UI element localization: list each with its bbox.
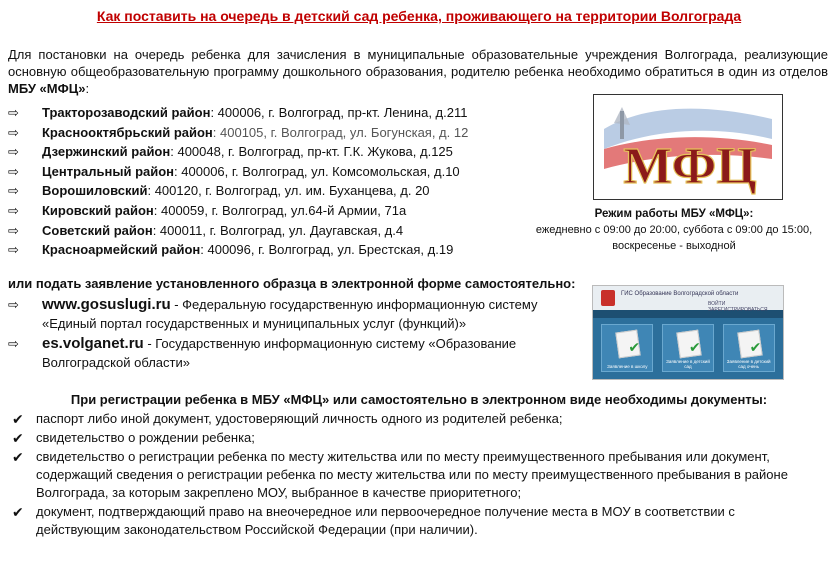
arrow-icon: ⇨ (8, 242, 19, 258)
district-address: : 400048, г. Волгоград, пр-кт. Г.К. Жукова, д.125 (170, 144, 453, 160)
portal-card-caption: Заявление в детский сад очень (726, 359, 771, 369)
district-name: Кировский район (42, 202, 154, 218)
arrow-icon: ⇨ (8, 202, 19, 218)
mfc-logo-text: МФЦ (623, 138, 757, 195)
volganet-link[interactable]: es.volganet.ru (42, 335, 144, 352)
district-name: Советский район (42, 222, 153, 238)
district-name: Центральный район (42, 163, 175, 179)
checkmark-icon: ✔ (12, 504, 24, 520)
mfc-logo-graphic (594, 95, 782, 199)
schedule-line: воскресенье - выходной (612, 240, 736, 252)
doc-text: свидетельство о рождении ребенка; (36, 430, 255, 445)
intro-tail: : (85, 81, 90, 96)
doc-item (12, 448, 812, 502)
intro-text: Для постановки на очередь ребенка для зачисления в муниципальные образовательные учреждения Волгограда, реализующие основную общеобразовательную программу дошкольного образования, родителю ребенка необходимо обратиться в один из отделов (8, 47, 828, 79)
arrow-icon: ⇨ (8, 124, 19, 140)
check-icon: ✔ (688, 339, 701, 355)
gosuslugi-link[interactable]: www.gosuslugi.ru (42, 296, 171, 313)
portal-cards (593, 318, 783, 372)
schedule-line: ежедневно с 09:00 до 20:00, суббота с 09:00 до 15:00, (535, 224, 813, 236)
district-name: Краснооктябрьский район (42, 124, 213, 140)
doc-text: документ, подтверждающий право на внеочередное или первоочередное получение места в МОУ в соответствии с действующим законодательством Российской Федерации (при наличии). (36, 504, 735, 537)
district-item (8, 240, 588, 260)
arrow-icon: ⇨ (8, 163, 19, 179)
district-address: : 400096, г. Волгоград, ул. Брестская, д.19 (200, 242, 454, 258)
online-link-item (8, 295, 588, 333)
arrow-icon: ⇨ (8, 222, 19, 238)
portal-login: ВОЙТИ ЗАРЕГИСТРИРОВАТЬСЯ (708, 301, 768, 313)
online-links (8, 295, 588, 373)
district-name: Ворошиловский (42, 183, 148, 199)
district-address: : 400006, г. Волгоград, ул. Комсомольская, д.10 (174, 163, 460, 179)
check-icon: ✔ (749, 339, 762, 355)
district-address: : 400105, г. Волгоград, ул. Богунская, д. 12 (212, 124, 469, 140)
district-name: Тракторозаводский район (42, 105, 211, 120)
district-address: : 400059, г. Волгоград, ул.64-й Армии, 71а (153, 202, 407, 218)
doc-item (12, 503, 812, 539)
district-name: Красноармейский район (42, 242, 201, 258)
link-description: - Федеральную государственную информационную систему «Единый портал государственных и муниципальных услуг (функций)» (42, 297, 538, 331)
schedule-heading: Режим работы МБУ «МФЦ»: (594, 208, 754, 220)
mfc-logo (593, 94, 783, 200)
intro-org: МБУ «МФЦ» (8, 81, 86, 96)
link-description: - Государственную информационную систему «Образование Волгоградской области» (42, 336, 517, 370)
portal-card (601, 324, 653, 372)
arrow-icon: ⇨ (8, 183, 19, 199)
portal-card-caption: Заявление в детский сад (666, 359, 710, 369)
district-item (8, 221, 588, 241)
arrow-icon: ⇨ (8, 336, 19, 351)
district-item (8, 201, 588, 221)
doc-item (12, 429, 812, 447)
portal-card-caption: Заявление в школу (607, 364, 648, 369)
district-address: : 400006, г. Волгоград, пр-кт. Ленина, д.211 (210, 105, 468, 120)
arrow-icon: ⇨ (8, 297, 19, 312)
district-item (8, 142, 588, 162)
checkmark-icon: ✔ (12, 430, 24, 446)
docs-heading: При регистрации ребенка в МБУ «МФЦ» или самостоятельно в электронном виде необходимы документы: (70, 392, 768, 407)
district-list (8, 103, 588, 260)
checkmark-icon: ✔ (12, 411, 24, 427)
district-item (8, 103, 588, 123)
docs-list (12, 410, 812, 540)
district-item (8, 123, 588, 143)
checkmark-icon: ✔ (12, 449, 24, 465)
emblem-icon (601, 290, 615, 306)
portal-card (723, 324, 775, 372)
intro-paragraph (8, 46, 828, 97)
district-name: Дзержинский район (42, 144, 171, 160)
portal-card (662, 324, 714, 372)
doc-text: паспорт либо иной документ, удостоверяющий личность одного из родителей ребенка; (36, 411, 563, 426)
check-icon: ✔ (628, 339, 641, 355)
district-address: : 400011, г. Волгоград, ул. Даугавская, д.4 (152, 222, 404, 238)
schedule-block (520, 206, 828, 254)
doc-text: свидетельство о регистрации ребенка по месту жительства или по месту преимущественного пребывания или документ, содержащий сведения о регистрации ребенка по месту жительства или по месту преимущественного пребывания в районе Волгограда, за которым закреплено МОУ, выбранное в качестве приоритетного; (36, 449, 788, 500)
district-address: : 400120, г. Волгоград, ул. им. Буханцева, д. 20 (147, 183, 430, 199)
portal-screenshot (592, 285, 784, 380)
doc-item (12, 410, 812, 428)
arrow-icon: ⇨ (8, 144, 19, 160)
district-item (8, 162, 588, 182)
online-intro: или подать заявление установленного образца в электронной форме самостоятельно: (8, 276, 576, 291)
arrow-icon: ⇨ (8, 105, 19, 120)
portal-title: ГИС Образование Волгоградской области (621, 291, 739, 297)
portal-header (593, 286, 783, 313)
district-item (8, 181, 588, 201)
online-link-item (8, 334, 588, 372)
page-title: Как поставить на очередь в детский сад ребенка, проживающего на территории Волгограда (96, 8, 742, 24)
